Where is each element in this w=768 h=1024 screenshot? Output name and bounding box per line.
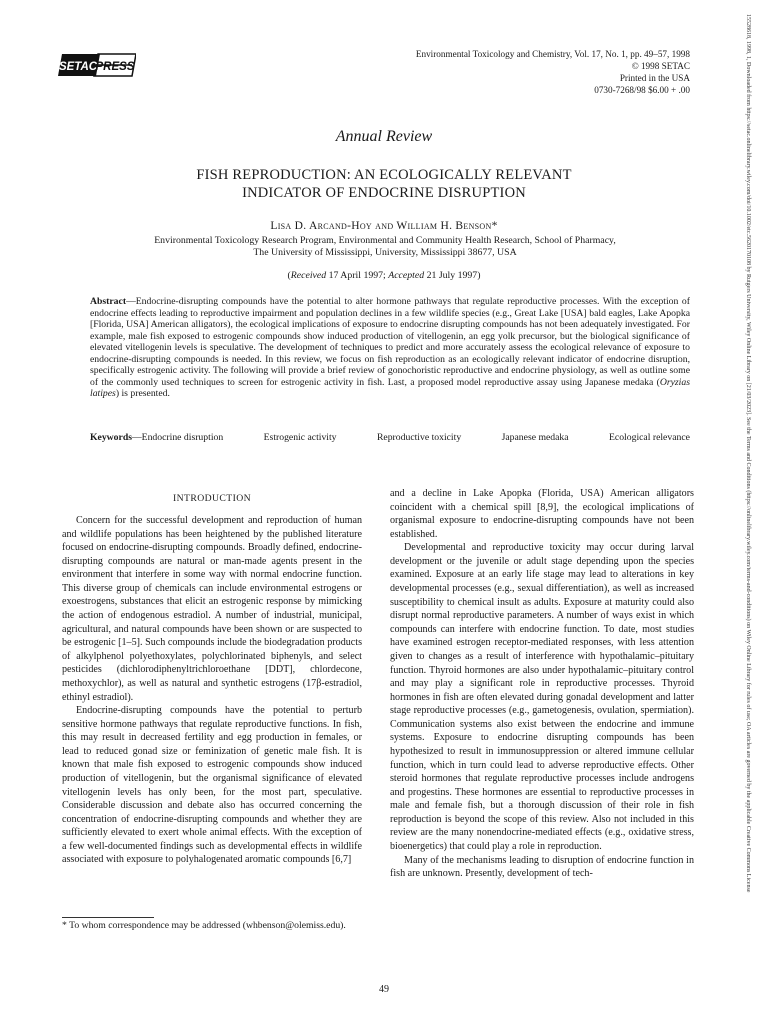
paper-title [94,166,674,202]
dates-open: ( [287,270,291,281]
left-column [62,514,362,867]
setac-press-logo [58,50,136,80]
affiliation-line-2: The University of Mississippi, University, Mississippi 38677, USA [253,247,517,258]
logo-text-right: PRESS [95,61,135,73]
page-number: 49 [379,984,389,995]
title-line-1: FISH REPRODUCTION: AN ECOLOGICALLY RELEVANT [196,167,572,183]
sidebar-text: 15528618, 1998, 1, Downloaded from https://setac.onlinelibrary.wiley.com/doi/10.1002/etc.5620170108 by Rutgers University, Wiley Online Library on [21/03/2023]. See the Terms and Conditions (https://onlinelibrary.wiley.com/terms-and-conditions) on Wiley Online Library for rules of use; OA articles are governed by the applicable Creative Commons License [745,14,751,893]
paragraph: and a decline in Lake Apopka (Florida, USA) American alligators coincident with a chemical spill [8,9], the ecological implications of organismal exposure to endocrine-disrupting compounds have not been established. [390,488,694,540]
keyword-1: Keywords—Endocrine disruption [90,432,224,443]
title-line-2: INDICATOR OF ENDOCRINE DISRUPTION [242,185,526,201]
accepted-label: Accepted [388,270,425,281]
journal-citation: Environmental Toxicology and Chemistry, Vol. 17, No. 1, pp. 49–57, 1998 [415,49,690,59]
abstract-species: Oryzias latipes [90,376,690,400]
paragraph: Many of the mechanisms leading to disruption of endocrine function in fish are unknown. Presently, development of tech- [390,854,694,880]
journal-info [350,48,690,96]
keyword-2: Estrogenic activity [263,432,337,443]
received-date: 17 April 1997; [326,270,389,281]
abstract-text-b: ) is presented. [115,388,170,400]
download-sidebar [744,14,764,1024]
abstract [90,296,690,400]
section-label: Annual Review [335,128,433,145]
affiliation-line-1: Environmental Toxicology Research Program, Environmental and Community Health Research, School of Pharmacy, [154,235,616,246]
received-accepted-dates [0,270,768,281]
keywords-label: Keywords [90,432,132,443]
keyword-3: Reproductive toxicity [376,432,462,443]
logo-text-left: SETAC [58,61,98,73]
journal-issn: 0730-7268/98 $6.00 + .00 [594,85,690,95]
paragraph: Concern for the successful development and reproduction of human and wildlife populations has been heightened by the published literature focused on endocrine-disrupting compounds. Broadly defined, endocrine-disrupting compounds are natural or man-made agents present in the environment that interfere in some way with normal endocrine function. This diverse group of chemicals can include environmental estrogens or exoestrogens, substances that elicit an estrogenic response by mimicking the action of endogenous estradiol. A number of industrial, municipal, agricultural, and natural compounds have been shown or are suspected to be estrogenic [1–5]. Such compounds include the biodegradation products of alkylphenol polyethoxylates, polychlorinated biphenyls, and select pesticides (dichlorodiphenyltrichloroethane [DDT], chlordecone, methoxychlor), as well as natural and synthetic estrogens (17β-estradiol, ethinyl estradiol). [62,515,362,703]
abstract-text-a: —Endocrine-disrupting compounds have the potential to alter hormone pathways that regulate reproductive processes. With the exception of endocrine effects leading to reproductive impairment and population declines in a few wildlife species (e.g., Great Lake [USA] bald eagles, Lake Apopka [Florida, USA] American alligators), the ecological implications of exposure to endocrine disrupting compounds has not been adequately investigated. For example, male fish exposed to estrogenic compounds show induced production of vitellogenin, an egg yolk precursor, but the biological significance of elevated vitellogenin levels is speculative. The development of techniques to predict and more accurately assess the ecological relevance of exposure to endocrine-disrupting compounds is needed. In this review, we focus on fish reproduction as an ecologically relevant indicator of endocrine disruption, specifically estrogenic activity. The following will provide a brief review of gonochoristic reproductive and endocrine physiology, as well as outline some of the commonly used techniques to screen for estrogenic activity in fish. Last, a proposed model reproductive assay using Japanese medaka ( [90,296,690,388]
keyword-4: Japanese medaka [501,432,569,443]
affiliation [90,235,680,259]
received-label: Received [290,270,327,281]
authors: Lisa D. Arcand-Hoy and William H. Benson* [270,220,498,232]
accepted-date: 21 July 1997) [424,270,481,281]
paragraph: Developmental and reproductive toxicity may occur during larval development or the juvenile or adult stage depending upon the species examined. Exposure at an early life stage may lead to alterations in key developmental processes (e.g., sexual differentiation), as well as increased susceptibility to chemical insult as adults. Exposure at maturity could also disrupt normal reproductive parameters. A number of ways exist in which compounds can interfere with endocrine function. To date, most studies have examined estrogen receptor-mediated responses, with less attention given to changes as a result of interference with hypothalamic–pituitary function. Thyroid hormones are also under hypothalamic–pituitary control and may play a significant role in reproductive processes. Thyroid hormones in fish are often elevated during gonadal development and latter stage reproductive processes (e.g., gametogenesis, ovulation, spermiation). Communication systems also exist between the endocrine and immune systems. Exposure to endocrine disrupting compounds has been hypothesized to result in immunosuppression or altered immune cellular function, which in turn could lead to adverse reproductive effects. Other steroid hormones that regulate reproductive processes include androgens and progestins. These hormones are essential to reproductive processes in male and female fish, but a thorough discussion of their role in fish reproduction is beyond the scope of this review. Also not included in this review are the many nonendocrine-mediated effects (e.g., oxidative stress, bioenergetics) that could play a role in reproduction. [390,542,694,853]
journal-copyright: © 1998 SETAC [631,61,690,71]
right-column [390,487,694,881]
journal-printed: Printed in the USA [619,73,690,83]
section-heading-introduction: INTRODUCTION [173,493,251,504]
keywords [90,432,690,443]
paragraph: Endocrine-disrupting compounds have the potential to perturb sensitive hormone pathways that regulate reproductive functions. In fish, this may result in decreased fertility and egg production in females, or lead to reduced gonad size or feminization of genetic male fish. It is known that male fish exposed to estrogenic compounds show induced production of vitellogenin, but the organismal significance of elevated vitellogenin levels has only been, for the most part, speculative. Considerable discussion and debate also has occurred concerning the concentration of endocrine-disrupting compounds and whether they are sufficiently elevated to exert whole animal effects. With the exception of a few well-documented findings such as developmental effects in wildlife associated with exposure to polyhalogenated aromatic compounds [6,7] [62,705,362,866]
footnote: * To whom correspondence may be addressed (whbenson@olemiss.edu). [62,920,346,931]
abstract-label: Abstract [90,296,127,307]
footnote-rule [62,917,154,918]
keyword-5: Ecological relevance [609,432,690,443]
